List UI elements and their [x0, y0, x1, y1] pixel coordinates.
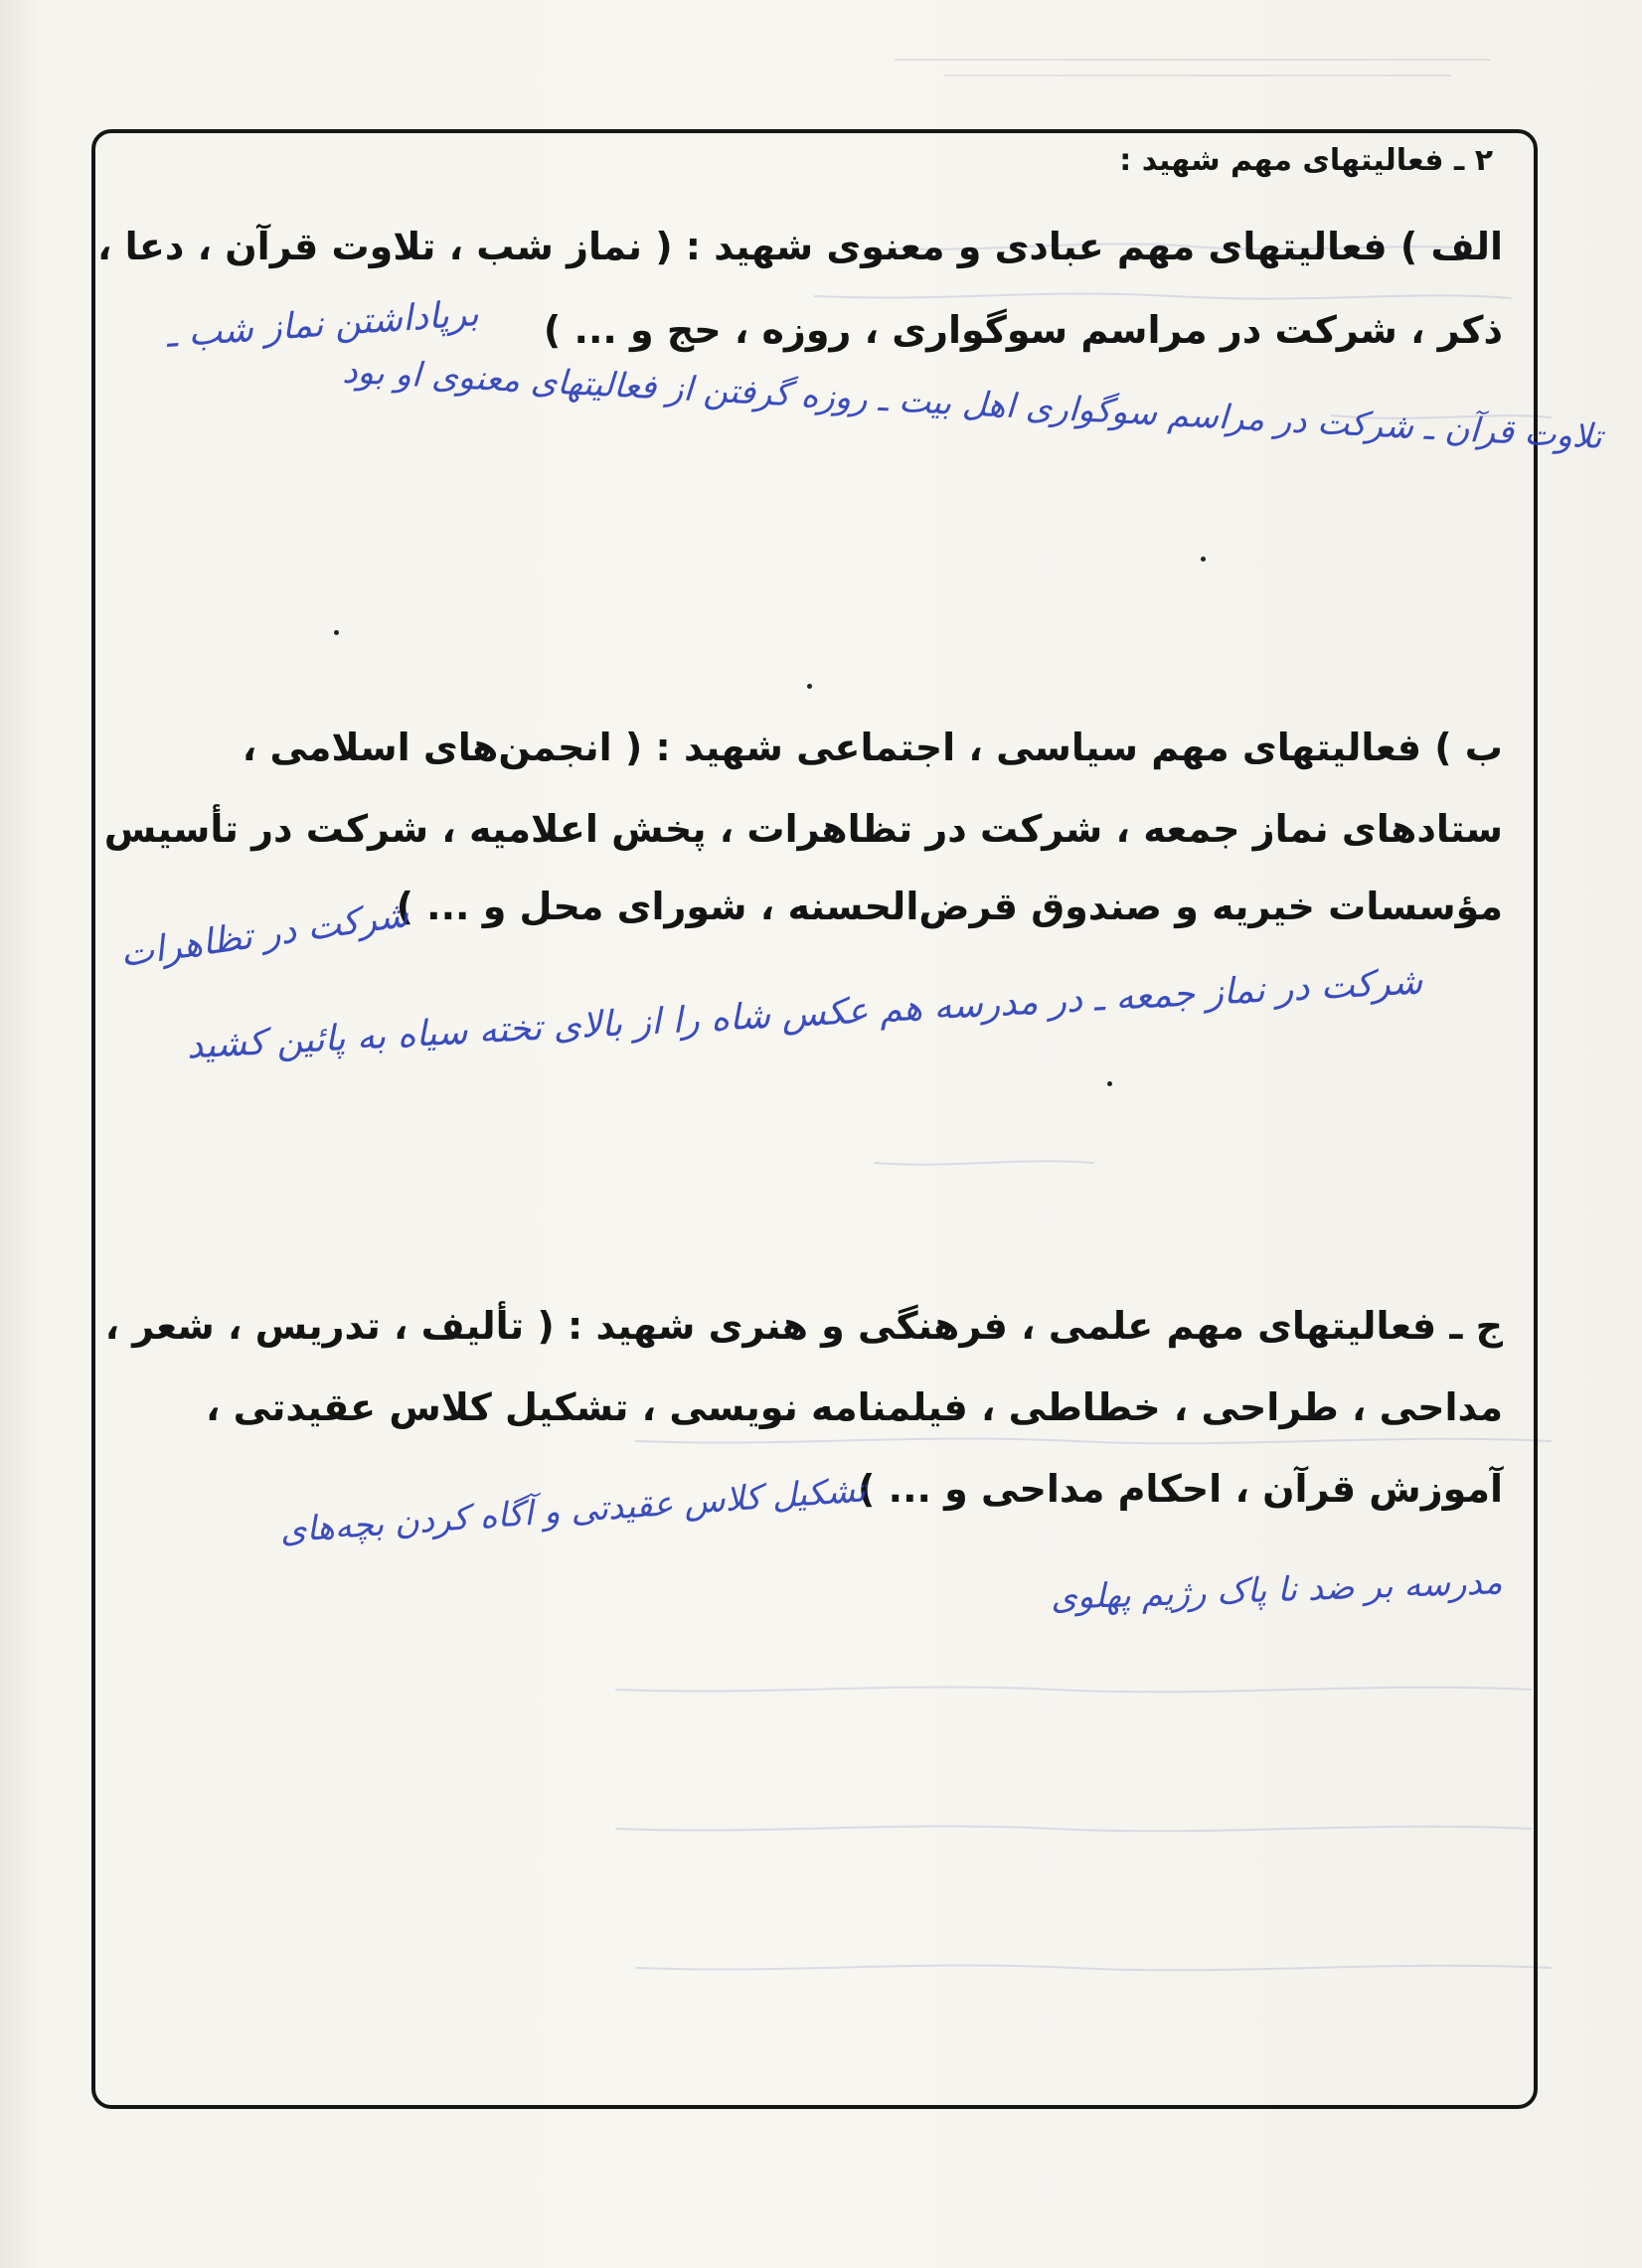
section-c-handwriting-1: تشکیل کلاس عقیدتی و آگاه کردن بچه‌های — [278, 1470, 868, 1551]
speck — [807, 684, 812, 689]
section-a-line-1: الف ) فعالیتهای مهم عبادی و معنوی شهید : ( نماز شب ، تلاوت قرآن ، دعا ، — [96, 225, 1503, 268]
section-heading: ۲ ـ فعالیتهای مهم شهید : — [1119, 143, 1493, 178]
section-c-handwriting-2: مدرسه بر ضد نا پاک رژیم پهلوی — [1050, 1562, 1504, 1618]
speck — [1201, 557, 1206, 562]
section-b-handwriting-1: شرکت در تظاهرات — [117, 893, 411, 976]
speck — [334, 630, 339, 635]
section-a-handwriting-1: برپاداشتن نماز شب ـ — [165, 293, 481, 356]
section-a-line-2: ذکر ، شرکت در مراسم سوگواری ، روزه ، حج و ... ) — [543, 308, 1503, 352]
section-b-line-1: ب ) فعالیتهای مهم سیاسی ، اجتماعی شهید : ( انجمن‌های اسلامی ، — [242, 726, 1503, 769]
section-a-handwriting-2: تلاوت قرآن ـ شرکت در مراسم سوگواری اهل بیت ـ روزه گرفتن از فعالیتهای معنوی او بود — [341, 351, 1604, 457]
section-b-line-2: ستادهای نماز جمعه ، شرکت در تظاهرات ، پخش اعلامیه ، شرکت در تأسیس — [103, 807, 1503, 851]
section-c-line-3: آموزش قرآن ، احکام مداحی و ... ) — [858, 1467, 1503, 1511]
section-b-line-3: مؤسسات خیریه و صندوق قرض‌الحسنه ، شورای محل و ... ) — [396, 885, 1503, 928]
section-c-line-1: ج ـ فعالیتهای مهم علمی ، فرهنگی و هنری شهید : ( تألیف ، تدریس ، شعر ، — [104, 1304, 1503, 1348]
speck — [1107, 1081, 1112, 1086]
section-c-line-2: مداحی ، طراحی ، خطاطی ، فیلمنامه نویسی ، تشکیل کلاس عقیدتی ، — [205, 1385, 1503, 1429]
section-b-handwriting-2: شرکت در نماز جمعه ـ در مدرسه هم عکس شاه را از بالای تخته سیاه به پائین کشید — [185, 961, 1424, 1067]
